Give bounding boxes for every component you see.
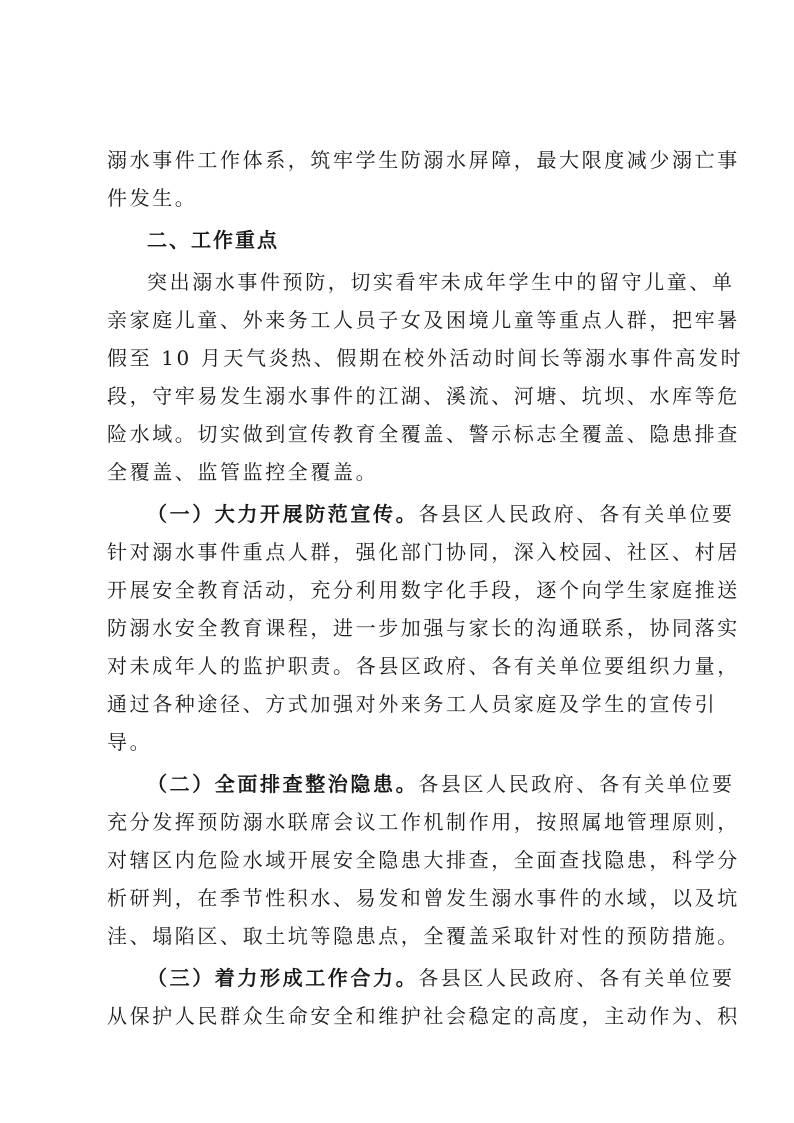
body-line: 从保护人民群众生命安全和维护社会稳定的高度，主动作为、积 (107, 1004, 740, 1028)
paragraph-first-line (147, 765, 735, 803)
subsection-heading: （三）着力形成工作合力。 (147, 966, 419, 990)
body-line: 件发生。 (107, 186, 198, 210)
body-line: 开展安全教育活动，充分利用数字化手段，逐个向学生家庭推送 (107, 578, 740, 602)
body-line: 溺水事件工作体系，筑牢学生防溺水屏障，最大限度减少溺亡事 (107, 148, 740, 172)
body-line: 析研判，在季节性积水、易发和曾发生溺水事件的水域，以及坑 (107, 886, 740, 910)
body-line: 通过各种途径、方式加强对外来务工人员家庭及学生的宣传引 (107, 692, 718, 716)
body-line: 假至 10 月天气炎热、假期在校外活动时间长等溺水事件高发时 (107, 346, 744, 370)
body-line: 全覆盖、监管监控全覆盖。 (107, 460, 379, 484)
body-text: 各县区人民政府、各有关单位要 (418, 772, 735, 796)
body-line: 洼、塌陷区、取土坑等隐患点，全覆盖采取针对性的预防措施。 (107, 924, 740, 948)
body-line: 段，守牢易发生溺水事件的江湖、溪流、河塘、坑坝、水库等危 (107, 384, 740, 408)
body-line: 突出溺水事件预防，切实看牢未成年学生中的留守儿童、单 (147, 270, 735, 294)
body-line: 导。 (107, 730, 153, 754)
body-text: 各县区人民政府、各有关单位要 (418, 502, 735, 526)
subsection-heading: （一）大力开展防范宣传。 (147, 502, 419, 526)
paragraph-first-line (147, 495, 735, 533)
body-line: 针对溺水事件重点人群，强化部门协同，深入校园、社区、村居 (107, 540, 740, 564)
body-line: 充分发挥预防溺水联席会议工作机制作用，按照属地管理原则， (107, 810, 740, 834)
body-line: 亲家庭儿童、外来务工人员子女及困境儿童等重点人群，把牢暑 (107, 308, 740, 332)
body-line: 对辖区内危险水域开展安全隐患大排查，全面查找隐患，科学分 (107, 848, 740, 872)
paragraph-first-line (147, 959, 735, 997)
body-text: 各县区人民政府、各有关单位要 (418, 966, 735, 990)
subsection-heading: （二）全面排查整治隐患。 (147, 772, 419, 796)
body-line: 防溺水安全教育课程，进一步加强与家长的沟通联系，协同落实 (107, 616, 740, 640)
section-heading: 二、工作重点 (147, 228, 279, 252)
body-line: 险水域。切实做到宣传教育全覆盖、警示标志全覆盖、隐患排查 (107, 422, 740, 446)
body-line: 对未成年人的监护职责。各县区政府、各有关单位要组织力量， (107, 654, 740, 678)
